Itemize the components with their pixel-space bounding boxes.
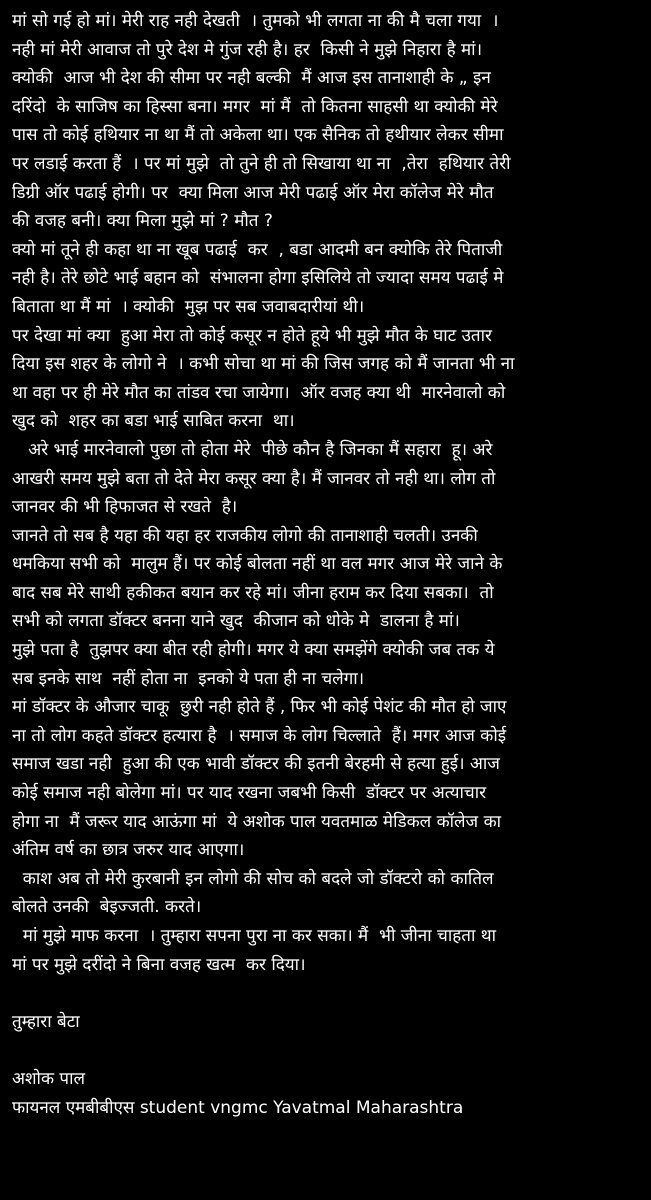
letter-line: क्योकी आज भी देश की सीमा पर नही बल्की मैं आज इस तानाशाही के „ इन bbox=[12, 68, 491, 89]
letter-line: आखरी समय मुझे बता तो देते मेरा कसूर क्या है। मैं जानवर तो नही था। लोग तो bbox=[12, 468, 496, 489]
letter-line: था वहा पर ही मेरे मौत का तांडव रचा जायेगा। ऑर वजह क्या थी मारनेवालो को bbox=[12, 382, 506, 403]
letter-line: समाज खडा नही हुआ की एक भावी डॉक्टर की इतनी बेरहमी से हत्या हुई। आज bbox=[12, 754, 500, 775]
letter-body bbox=[12, 7, 645, 979]
letter-line: दरिंदो के साजिष का हिस्सा बना। मगर मां मैं तो कितना साहसी था क्योकी मेरे bbox=[12, 96, 498, 117]
letter-line: बोलते उनकी बेइज्जती. करते। bbox=[12, 897, 202, 918]
letter-line: खुद को शहर का बडा भाई साबित करना था। bbox=[12, 411, 295, 432]
letter-line: दिया इस शहर के लोगो ने । कभी सोचा था मां की जिस जगह को मैं जानता भी ना bbox=[12, 354, 515, 375]
letter-line: कोई समाज नही बोलेगा मां। पर याद रखना जबभी किसी डॉक्टर पर अत्याचार bbox=[12, 783, 487, 804]
blank-line bbox=[12, 1036, 645, 1065]
letter-line: क्यो मां तूने ही कहा था ना खूब पढाई कर , बडा आदमी बन क्योकि तेरे पिताजी bbox=[12, 239, 503, 260]
letter-line: की वजह बनी। क्या मिला मुझे मां ? मौत ? bbox=[12, 211, 273, 232]
letter-line: पास तो कोई हथियार ना था मैं तो अकेला था। एक सैनिक तो हथीयार लेकर सीमा bbox=[12, 125, 504, 146]
letter-line: होगा ना मैं जरूर याद आऊंगा मां ये अशोक पाल यवतमाळ मेडिकल कॉलेज का bbox=[12, 811, 502, 832]
letter-line: बिताता था मैं मां । क्योकी मुझ पर सब जवाबदारीयां थी। bbox=[12, 296, 365, 317]
letter-line: मुझे पता है तुझपर क्या बीत रही होगी। मगर ये क्या समझेंगे क्योकी जब तक ये bbox=[12, 640, 495, 661]
letter-line: नही है। तेरे छोटे भाई बहान को संभालना होगा इसिलिये तो ज्यादा समय पढाई मे bbox=[12, 268, 504, 289]
signature-name: अशोक पाल bbox=[12, 1068, 85, 1089]
letter-line: पर देखा मां क्या हुआ मेरा तो कोई कसूर न होते हूये भी मुझे मौत के घाट उतार bbox=[12, 325, 492, 346]
letter-line: अरे भाई मारनेवालो पुछा तो होता मेरे पीछे कौन है जिनका मैं सहारा हू। अरे bbox=[12, 439, 493, 460]
signature-detail: फायनल एमबीबीएस student vngmc Yavatmal Maharashtra bbox=[12, 1097, 464, 1118]
letter-line: सभी को लगता डॉक्टर बनना याने खुद कीजान को धोके मे डालना है मां। bbox=[12, 611, 460, 632]
letter-line: जानते तो सब है यहा की यहा हर राजकीय लोगो की तानाशाही चलती। उनकी bbox=[12, 525, 478, 546]
letter-line: मां पर मुझे दरींदो ने बिना वजह खत्म कर दिया। bbox=[12, 954, 306, 975]
letter-line: सब इनके साथ नहीं होता ना इनको ये पता ही ना चलेगा। bbox=[12, 668, 365, 689]
letter-closing: तुम्हारा बेटा bbox=[12, 1011, 80, 1032]
letter-line: मां मुझे माफ करना । तुम्हारा सपना पुरा ना कर सका। मैं भी जीना चाहता था bbox=[12, 926, 497, 946]
letter-line: डिग्री ऑर पढाई होगी। पर क्या मिला आज मेरी पढाई ऑर मेरा कॉलेज मेरे मौत bbox=[12, 182, 494, 203]
letter-line: काश अब तो मेरी कुरबानी इन लोगो की सोच को बदले जो डॉक्टरो को कातिल bbox=[12, 868, 494, 889]
letter-line: मां सो गई हो मां। मेरी राह नही देखती । तुमको भी लगता ना की मै चला गया । bbox=[12, 11, 499, 31]
blank-line bbox=[12, 979, 645, 1008]
letter-line: धमकिया सभी को मालुम हैं। पर कोई बोलता नहीं था वल मगर आज मेरे जाने के bbox=[12, 554, 503, 575]
letter-line: नही मां मेरी आवाज तो पुरे देश मे गुंज रही है। हर किसी ने मुझे निहारा है मां। bbox=[12, 39, 483, 60]
letter-line: मां डॉक्टर के औजार चाकू छुरी नही होते हैं , फिर भी कोई पेशंट की मौत हो जाए bbox=[12, 697, 507, 718]
letter-line: पर लडाई करता हैं । पर मां मुझे तो तुने ही तो सिखाया था ना ,तेरा हथियार तेरी bbox=[12, 153, 511, 174]
letter-line: जानवर की भी हिफाजत से रखते है। bbox=[12, 497, 238, 518]
letter-line: अंतिम वर्ष का छात्र जरुर याद आएगा। bbox=[12, 840, 245, 861]
letter-line: बाद सब मेरे साथी हकीकत बयान कर रहे मां। जीना हराम कर दिया सबका। तो bbox=[12, 582, 494, 603]
letter-line: ना तो लोग कहते डॉक्टर हत्यारा है । समाज के लोग चिल्लाते हैं। मगर आज कोई bbox=[12, 725, 507, 746]
